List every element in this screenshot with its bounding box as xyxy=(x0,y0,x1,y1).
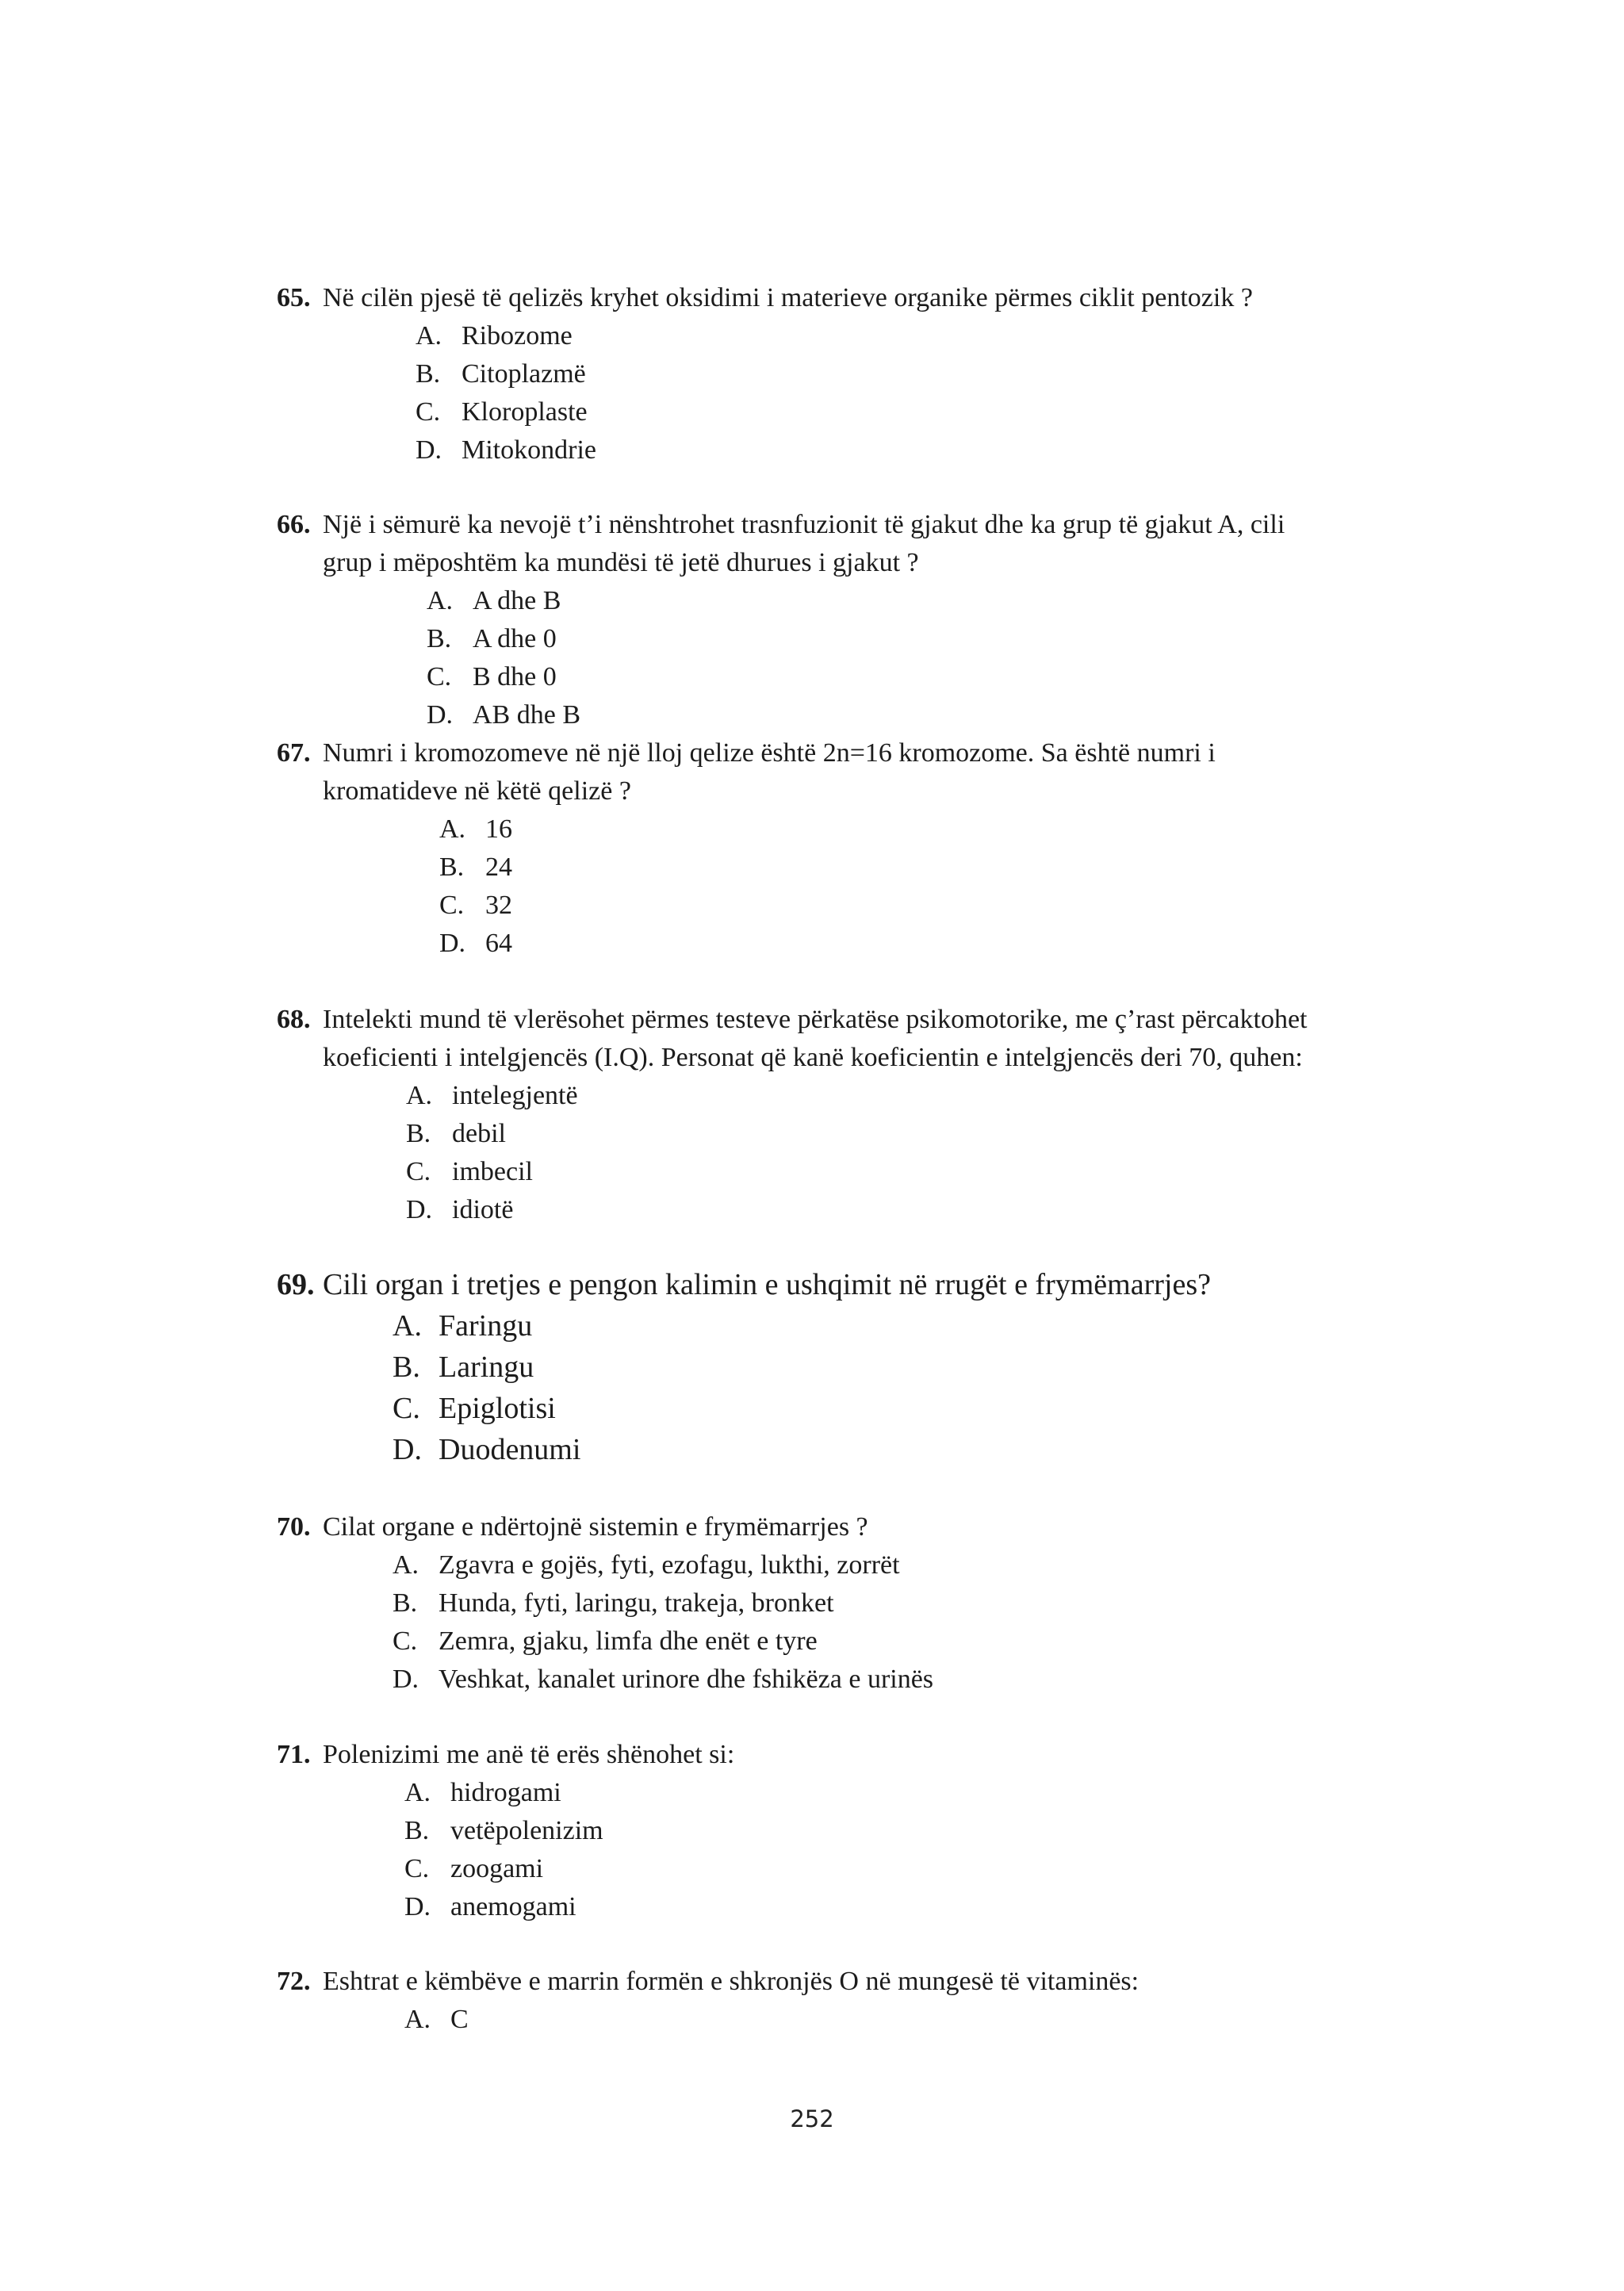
question-number: 71. xyxy=(277,1740,311,1769)
option-c: C. Kloroplaste xyxy=(416,397,588,427)
question-number: 69. xyxy=(277,1268,315,1301)
question-text-continued: kromatideve në këtë qelizë ? xyxy=(323,776,631,806)
options-list xyxy=(404,2001,1387,2039)
option-c: C. zoogami xyxy=(404,1854,544,1883)
option-b: B. vetëpolenizim xyxy=(404,1816,603,1845)
option-c: C. B dhe 0 xyxy=(427,662,557,692)
option-c: C. Epiglotisi xyxy=(393,1392,556,1425)
option-d: D. Mitokondrie xyxy=(416,435,596,465)
option-c: C. Zemra, gjaku, limfa dhe enët e tyre xyxy=(393,1626,818,1656)
options-list xyxy=(393,1546,1387,1699)
option-b: B. A dhe 0 xyxy=(427,624,557,653)
option-b: B. Laringu xyxy=(393,1350,534,1384)
options-list xyxy=(427,582,1387,734)
option-b: B. Citoplazmë xyxy=(416,359,586,389)
question-68 xyxy=(277,1001,1387,1229)
options-list xyxy=(439,810,1387,963)
question-number: 68. xyxy=(277,1005,311,1034)
option-d: D. Veshkat, kanalet urinore dhe fshikëza e urinës xyxy=(393,1665,934,1694)
question-text: Polenizimi me anë të erës shënohet si: xyxy=(323,1740,735,1769)
question-number: 67. xyxy=(277,738,311,768)
option-a: A. A dhe B xyxy=(427,586,561,615)
question-72 xyxy=(277,1963,1387,2039)
option-a: A. intelegjentë xyxy=(406,1081,578,1110)
option-d: D. anemogami xyxy=(404,1892,576,1921)
option-a: A. hidrogami xyxy=(404,1778,561,1807)
option-a: A. 16 xyxy=(439,814,512,844)
option-a: A. Zgavra e gojës, fyti, ezofagu, lukthi, zorrët xyxy=(393,1550,900,1580)
question-text: Një i sëmurë ka nevojë t’i nënshtrohet trasnfuzionit të gjakut dhe ka grup të gjakut A, cili xyxy=(323,510,1285,539)
option-d: D. idiotë xyxy=(406,1195,514,1224)
question-67 xyxy=(277,734,1387,963)
option-d: D. Duodenumi xyxy=(393,1433,581,1466)
question-69 xyxy=(277,1264,1387,1470)
question-number: 70. xyxy=(277,1512,311,1542)
question-text: Në cilën pjesë të qelizës kryhet oksidimi i materieve organike përmes ciklit pentozik ? xyxy=(323,283,1253,312)
options-list xyxy=(404,1774,1387,1926)
option-c: C. imbecil xyxy=(406,1157,533,1186)
question-text: Eshtrat e këmbëve e marrin formën e shkronjës O në mungesë të vitaminës: xyxy=(323,1967,1139,1996)
page-number: 252 xyxy=(790,2105,834,2132)
question-number: 66. xyxy=(277,510,311,539)
option-a: A. Ribozome xyxy=(416,321,573,351)
question-71 xyxy=(277,1736,1387,1926)
option-b: B. Hunda, fyti, laringu, trakeja, bronket xyxy=(393,1588,834,1618)
options-list xyxy=(393,1305,1387,1470)
option-a: A. C xyxy=(404,2005,469,2034)
option-d: D. AB dhe B xyxy=(427,700,580,730)
question-text-continued: koeficienti i intelgjencës (I.Q). Personat që kanë koeficientin e intelgjencës deri 70, quhen: xyxy=(323,1043,1303,1072)
question-text: Numri i kromozomeve në një lloj qelize është 2n=16 kromozome. Sa është numri i xyxy=(323,738,1216,768)
question-text: Cilat organe e ndërtojnë sistemin e frymëmarrjes ? xyxy=(323,1512,868,1542)
question-text: Cili organ i tretjes e pengon kalimin e ushqimit në rrugët e frymëmarrjes? xyxy=(323,1268,1211,1301)
options-list xyxy=(416,317,1387,469)
question-65 xyxy=(277,279,1387,469)
question-70 xyxy=(277,1508,1387,1699)
question-text-continued: grup i mëposhtëm ka mundësi të jetë dhurues i gjakut ? xyxy=(323,548,919,577)
option-d: D. 64 xyxy=(439,929,512,958)
options-list xyxy=(406,1077,1387,1229)
question-number: 72. xyxy=(277,1967,311,1996)
question-text: Intelekti mund të vlerësohet përmes testeve përkatëse psikomotorike, me ç’rast përcaktohet xyxy=(323,1005,1308,1034)
option-b: B. debil xyxy=(406,1119,506,1148)
option-c: C. 32 xyxy=(439,891,512,920)
option-b: B. 24 xyxy=(439,852,512,882)
option-a: A. Faringu xyxy=(393,1309,533,1343)
question-66 xyxy=(277,506,1387,734)
question-number: 65. xyxy=(277,283,311,312)
